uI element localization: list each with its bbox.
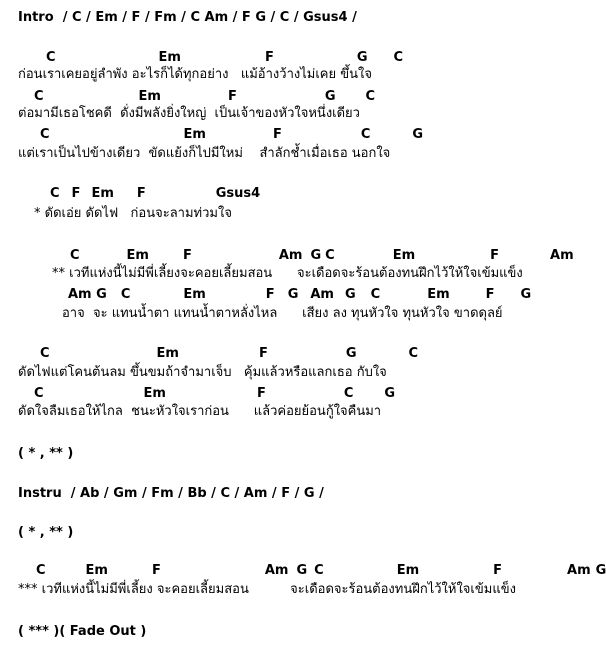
verse1-chords-3: C Em F C G [40, 127, 424, 142]
chorus-lyrics-1: ** เวทีแห่งนี้ไม่มีพี่เลี้ยงจะคอยเลี้ยมสอน จะเดือดจะร้อนต้องทนฝึกไว้ให้ใจเข้มแข็ง [52, 266, 523, 281]
chorus-chords-2: Am G C Em F G Am G C Em F G [68, 287, 532, 302]
verse1-lyrics-1: ก่อนเราเคยอยู่ลำพัง อะไรก็ได้ทุกอย่าง แม้อ้างว้างไม่เคย ขึ้นใจ [18, 67, 372, 82]
repeat-marker-1: ( * , ** ) [18, 446, 74, 461]
chorus-lyrics-2: อาจ จะ แทนน้ำตา แทนน้ำตาหลั่งไหล เสียง ลง ทุนหัวใจ ทุนหัวใจ ขาดดุลย์ [62, 306, 503, 321]
verse2-lyrics-2: ดัดใจลืมเธอให้ไกล ชนะหัวใจเราก่อน แล้วค่อยย้อนกู้ใจคืนมา [18, 404, 382, 419]
verse1-chords-1: C Em F G C [46, 50, 404, 65]
verse1-lyrics-3: แต่เราเป็นไปข้างเดียว ขัดแย้งก็ไปมีใหม่ สำลักช้ำเมื่อเธอ นอกใจ [18, 146, 391, 161]
verse2-chords-1: C Em F G C [40, 346, 419, 361]
instrumental-line: Instru / Ab / Gm / Fm / Bb / C / Am / F / G / [18, 486, 324, 501]
verse1-chords-2: C Em F G C [34, 89, 376, 104]
repeat-marker-2: ( * , ** ) [18, 525, 74, 540]
fade-out-marker: ( *** )( Fade Out ) [18, 624, 147, 639]
outro-chords: C Em F Am G C Em F Am G [36, 563, 606, 578]
intro-line: Intro / C / Em / F / Fm / C Am / F G / C / Gsus4 / [18, 10, 357, 25]
outro-lyrics: *** เวทีแห่งนี้ไม่มีพี่เลี้ยง จะคอยเลี้ยมสอน จะเดือดจะร้อนต้องทนฝึกไว้ให้ใจเข้มแข็ง [18, 582, 516, 597]
verse1-lyrics-2: ต่อมามีเธอโชคดี ดั่งมีพลังยิ่งใหญ่ เป็นเจ้าของหัวใจหนึ่งเดียว [18, 106, 360, 121]
verse2-chords-2: C Em F C G [34, 386, 396, 401]
pre-chorus-lyrics: * ดัดเอ่ย ดัดไฟ ก่อนจะลามท่วมใจ [34, 206, 232, 221]
verse2-lyrics-1: ดัดไฟแต่โคนต้นลม ขึ้นขมถ้าจำมาเจ็บ คุ้มแล้วหรือแลกเธอ กับใจ [18, 365, 387, 380]
pre-chorus-chords: C F Em F Gsus4 [50, 186, 261, 201]
chorus-chords-1: C Em F Am G C Em F Am [70, 248, 574, 263]
